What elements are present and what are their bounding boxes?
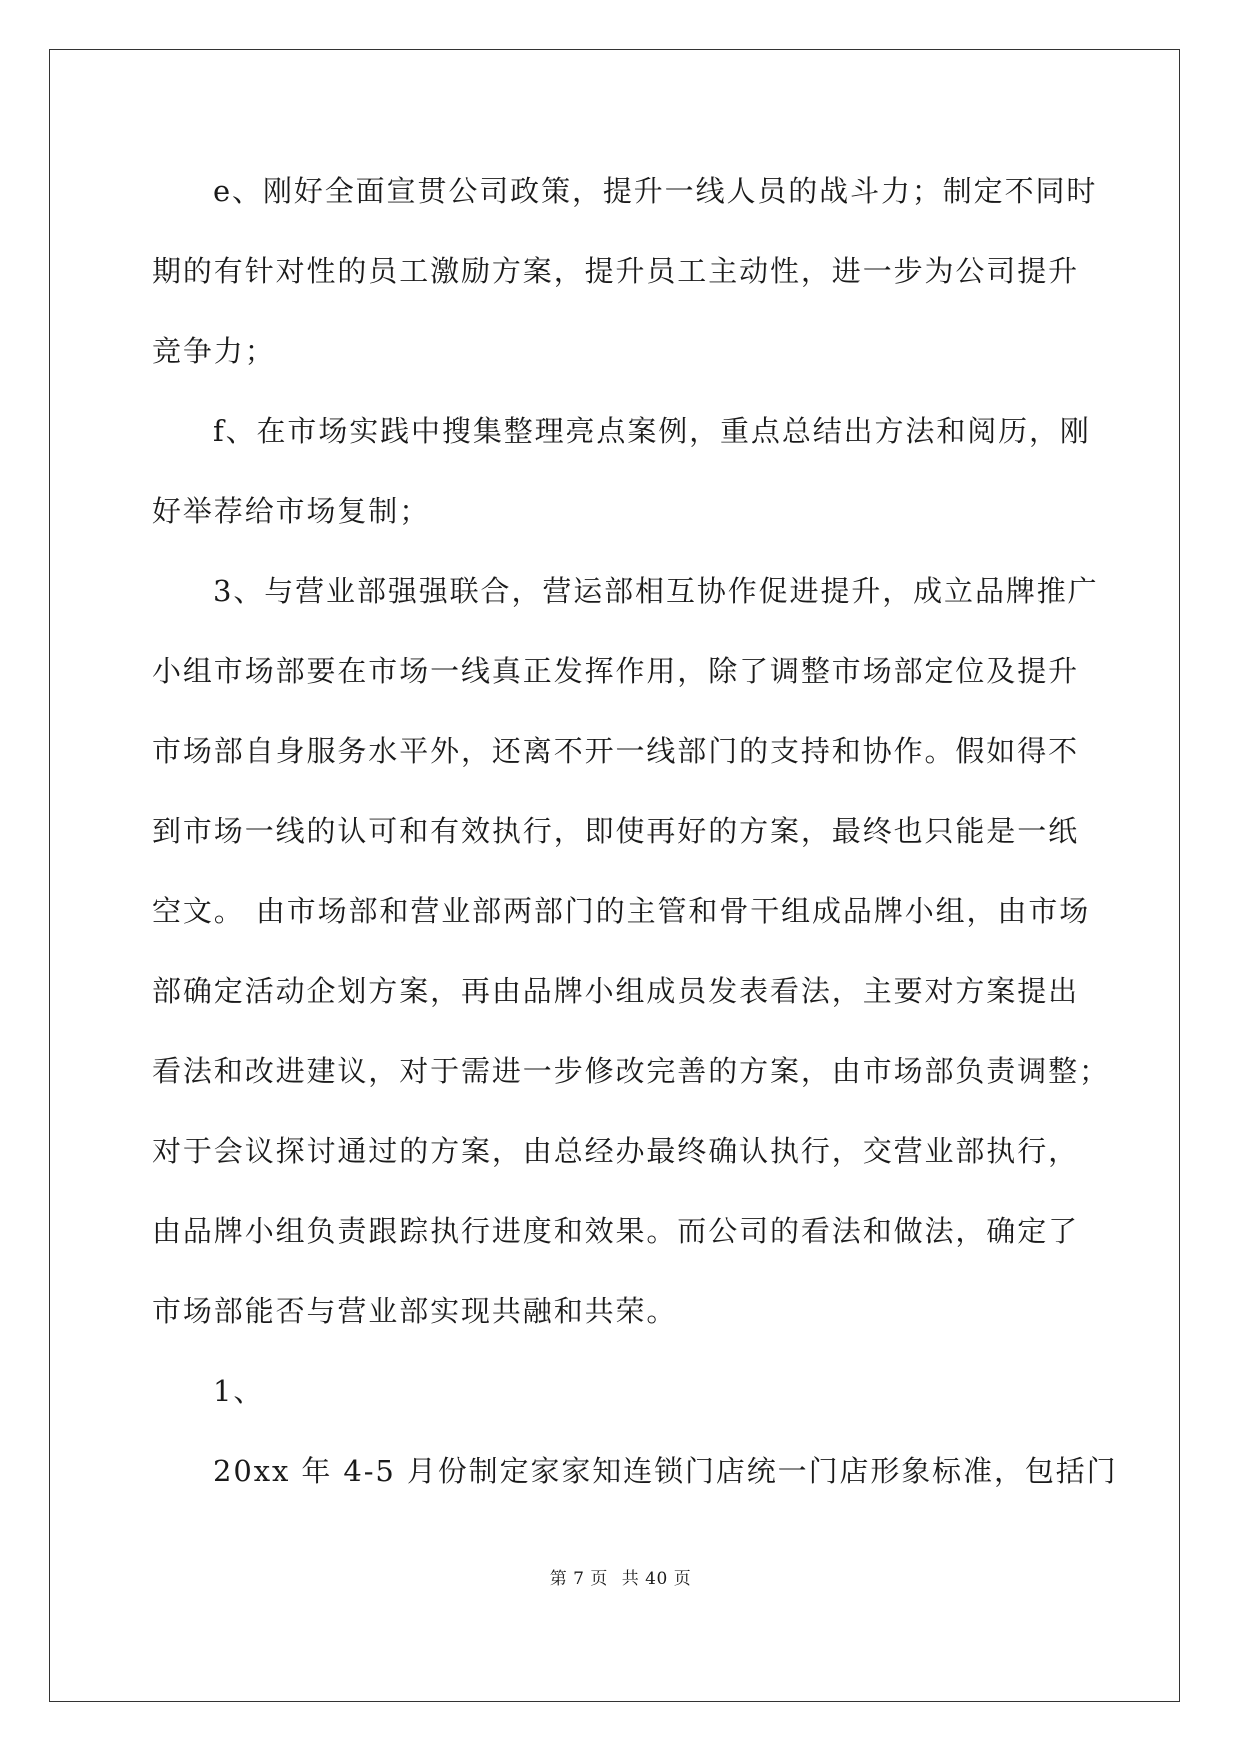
paragraph-line: 市场部自身服务水平外，还离不开一线部门的支持和协作。假如得不 — [152, 734, 1080, 768]
total-pages-label: 共 40 页 — [621, 1569, 692, 1589]
paragraph-line: 期的有针对性的员工激励方案，提升员工主动性，进一步为公司提升 — [152, 254, 1080, 288]
paragraph-line: 空文。 由市场部和营业部两部门的主管和骨干组成品牌小组，由市场 — [152, 894, 1091, 928]
paragraph-line: 由品牌小组负责跟踪执行进度和效果。而公司的看法和做法，确定了 — [152, 1214, 1080, 1248]
paragraph-line: 20xx 年 4-5 月份制定家家知连锁门店统一门店形象标准，包括门 — [213, 1454, 1118, 1488]
paragraph-line: 市场部能否与营业部实现共融和共荣。 — [152, 1294, 678, 1328]
paragraph-line: 竞争力； — [152, 334, 276, 368]
paragraph-line: 好举荐给市场复制； — [152, 494, 431, 528]
paragraph-line: 1、 — [213, 1374, 265, 1408]
paragraph-line: 3、与营业部强强联合，营运部相互协作促进提升，成立品牌推广 — [213, 574, 1099, 608]
paragraph-line: 看法和改进建议，对于需进一步修改完善的方案，由市场部负责调整； — [152, 1054, 1110, 1088]
page-footer — [0, 1568, 1241, 1590]
paragraph-line: 小组市场部要在市场一线真正发挥作用，除了调整市场部定位及提升 — [152, 654, 1080, 688]
paragraph-line: 对于会议探讨通过的方案，由总经办最终确认执行，交营业部执行， — [152, 1134, 1080, 1168]
paragraph-line: f、在市场实践中搜集整理亮点案例，重点总结出方法和阅历，刚 — [213, 414, 1091, 448]
paragraph-line: e、刚好全面宣贯公司政策，提升一线人员的战斗力；制定不同时 — [213, 174, 1098, 208]
paragraph-line: 到市场一线的认可和有效执行，即使再好的方案，最终也只能是一纸 — [152, 814, 1080, 848]
paragraph-line: 部确定活动企划方案，再由品牌小组成员发表看法，主要对方案提出 — [152, 974, 1080, 1008]
current-page-label: 第 7 页 — [549, 1569, 608, 1589]
